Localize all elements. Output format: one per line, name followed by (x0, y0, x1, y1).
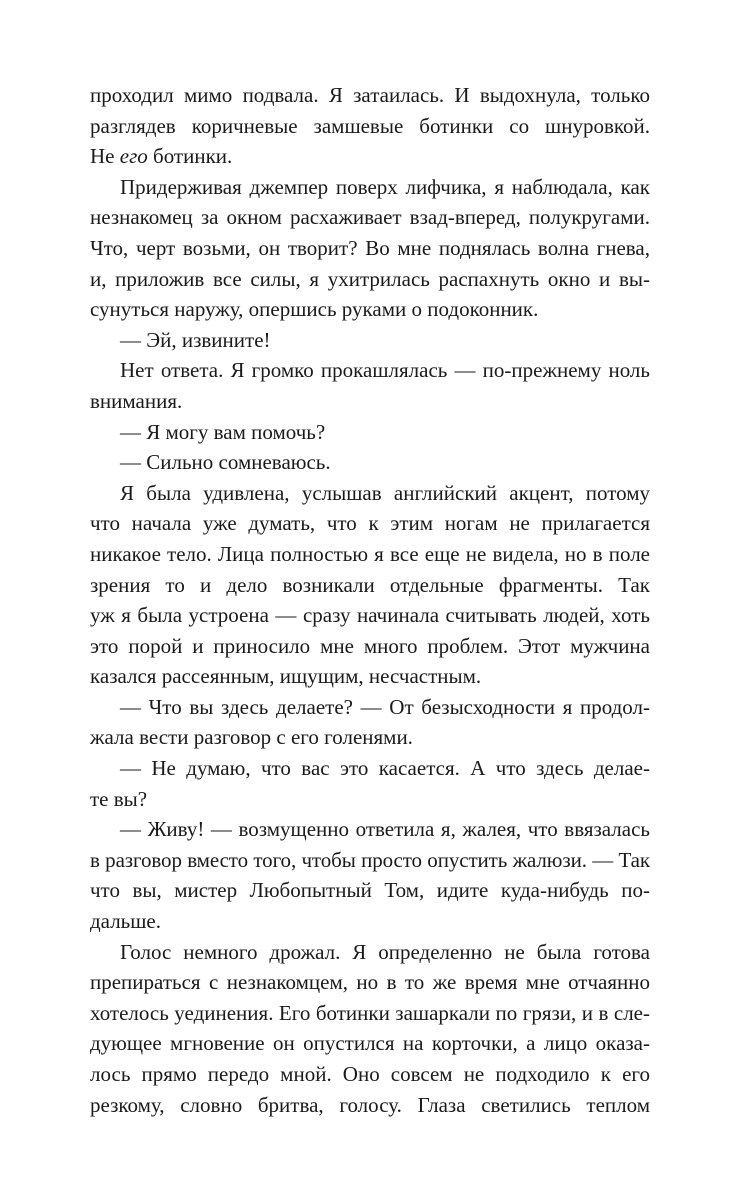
text-line: дующее мгновение он опустился на корточки, а лицо оказа- (90, 1031, 650, 1056)
text-line: — Что вы здесь делаете? — От безысходности я продол- (120, 694, 650, 719)
text-line: Что, черт возьми, он творит? Во мне поднялась волна гнева, (90, 235, 650, 260)
text-line: проходил мимо подвала. Я затаилась. И выдохнула, только (90, 83, 650, 107)
text-line: сунуться наружу, опершись руками о подоконник. (90, 297, 539, 322)
text-line: что вы, мистер Любопытный Том, идите куда-нибудь по- (90, 878, 650, 903)
text-line: зрения то и дело возникали отдельные фрагменты. Так (90, 572, 650, 597)
text-line: казался рассеянным, ищущим, несчастным. (90, 664, 482, 689)
text-line: уж я была устроена — сразу начинала считывать людей, хоть (90, 603, 650, 628)
text-line: разглядев коричневые замшевые ботинки со шнуровкой. (90, 113, 650, 138)
text-line: Голос немного дрожал. Я определенно не была готова (120, 939, 650, 964)
page-text (90, 80, 650, 1120)
text-line: незнакомец за окном расхаживает взад-вперед, полукругами. (90, 205, 650, 230)
text-line: что начала уже думать, что к этим ногам не прилагается (90, 511, 650, 536)
text-segment: ботинки. (147, 144, 233, 169)
text-line: те вы? (90, 786, 148, 811)
text-line: и, приложив все силы, я ухитрилась распахнуть окно и вы- (90, 266, 650, 291)
text-line: — Живу! — возмущенно ответила я, жалея, что ввязалась (120, 817, 650, 842)
text-line: — Я могу вам помочь? (120, 419, 326, 444)
text-line: в разговор вместо того, чтобы просто опустить жалюзи. — Так (90, 847, 650, 872)
text-line: лось прямо передо мной. Оно совсем не подходило к его (90, 1062, 650, 1086)
text-line: дальше. (90, 909, 161, 934)
text-line: жала вести разговор с его голенями. (90, 725, 413, 750)
text-line: Нет ответа. Я громко прокашлялась — по-прежнему ноль (120, 358, 650, 383)
text-line: это порой и приносило мне много проблем. Этот мужчина (90, 633, 650, 658)
text-line: Я была удивлена, услышав английский акцент, потому (120, 480, 650, 505)
text-line: внимания. (90, 388, 183, 413)
text-line: никакое тело. Лица полностью я все еще не видела, но в поле (90, 541, 650, 566)
text-line: — Не думаю, что вас это касается. А что здесь делае- (120, 756, 650, 781)
text-line (90, 141, 650, 172)
text-segment: Не (90, 144, 120, 169)
text-line: — Сильно сомневаюсь. (120, 450, 331, 475)
text-line: хотелось уединения. Его ботинки зашаркали по грязи, и в сле- (90, 1000, 650, 1025)
text-line: Придерживая джемпер поверх лифчика, я наблюдала, как (120, 174, 650, 199)
emphasized-word: его (119, 144, 148, 169)
text-line: — Эй, извините! (120, 327, 271, 352)
text-line: резкому, словно бритва, голосу. Глаза светились теплом (90, 1092, 650, 1117)
text-line: препираться с незнакомцем, но в то же время мне отчаянно (90, 970, 650, 995)
